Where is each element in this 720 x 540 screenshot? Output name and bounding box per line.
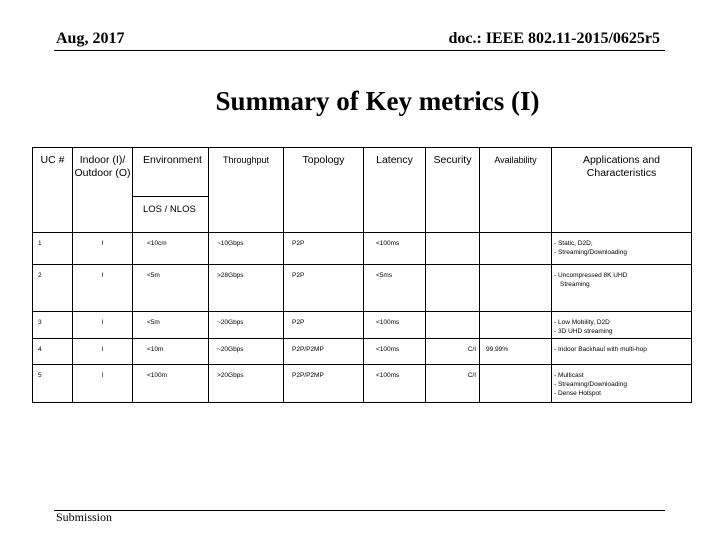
cell-applications — [552, 312, 692, 339]
cell-security: C/I — [426, 339, 480, 365]
header-rule — [54, 50, 665, 51]
cell-environment: <5m — [133, 265, 209, 312]
application-line: - Static, D2D, — [554, 240, 593, 247]
col-header-environment: Environment — [133, 148, 209, 197]
col-header-uc: UC # — [33, 148, 73, 233]
table-row — [33, 365, 692, 403]
cell-topology: P2P — [284, 265, 364, 312]
cell-environment: <10m — [133, 339, 209, 365]
cell-availability — [480, 312, 552, 339]
key-metrics-table — [32, 147, 692, 403]
application-line: - Dense Hotspot — [554, 390, 601, 397]
footer-rule — [54, 510, 665, 511]
cell-throughput: ~10Gbps — [209, 233, 284, 265]
col-subheader-los-nlos: LOS / NLOS — [133, 197, 209, 233]
cell-applications — [552, 339, 692, 365]
cell-latency: <100ms — [364, 233, 426, 265]
col-header-security: Security — [426, 148, 480, 233]
cell-security: C/I — [426, 365, 480, 403]
header-doc-id: doc.: IEEE 802.11-2015/0625r5 — [448, 30, 660, 47]
col-header-throughput: Throughput — [209, 148, 284, 233]
cell-latency: <100ms — [364, 339, 426, 365]
application-line: - Streaming/Downloading — [554, 381, 627, 388]
cell-uc: 5 — [33, 365, 73, 403]
cell-security — [426, 312, 480, 339]
header-row — [33, 148, 692, 197]
footer-submission: Submission — [56, 510, 113, 524]
cell-environment: <5m — [133, 312, 209, 339]
application-line: - Streaming/Downloading — [554, 249, 627, 256]
cell-topology: P2P/P2MP — [284, 365, 364, 403]
cell-security — [426, 233, 480, 265]
header-date: Aug, 2017 — [56, 30, 125, 47]
cell-security — [426, 265, 480, 312]
cell-throughput: ~20Gbps — [209, 339, 284, 365]
cell-uc: 4 — [33, 339, 73, 365]
cell-throughput: >28Gbps — [209, 265, 284, 312]
cell-uc: 2 — [33, 265, 73, 312]
cell-applications — [552, 365, 692, 403]
application-line: - Multicast — [554, 372, 584, 379]
cell-availability: 99.99% — [480, 339, 552, 365]
cell-uc: 3 — [33, 312, 73, 339]
cell-latency: <5ms — [364, 265, 426, 312]
cell-applications — [552, 265, 692, 312]
cell-environment: <100m — [133, 365, 209, 403]
table-row — [33, 233, 692, 265]
col-header-latency: Latency — [364, 148, 426, 233]
slide-title: Summary of Key metrics (I) — [215, 86, 540, 116]
col-header-topology: Topology — [284, 148, 364, 233]
cell-indoor-outdoor: I — [73, 265, 133, 312]
cell-indoor-outdoor: I — [73, 339, 133, 365]
cell-topology: P2P — [284, 312, 364, 339]
application-line: Streaming — [560, 281, 590, 288]
application-line: - 3D UHD streaming — [554, 328, 613, 335]
cell-latency: <100ms — [364, 312, 426, 339]
cell-applications — [552, 233, 692, 265]
cell-environment: <10cm — [133, 233, 209, 265]
cell-throughput: >20Gbps — [209, 365, 284, 403]
cell-throughput: ~20Gbps — [209, 312, 284, 339]
cell-availability — [480, 365, 552, 403]
application-line: - Uncompressed 8K UHD — [554, 272, 628, 279]
cell-latency: <100ms — [364, 365, 426, 403]
application-line: - Low Mobility, D2D — [554, 319, 610, 326]
col-header-indoor-outdoor: Indoor (I)/ Outdoor (O) — [73, 148, 133, 233]
col-header-applications: Applications and Characteristics — [552, 148, 692, 233]
cell-topology: P2P/P2MP — [284, 339, 364, 365]
cell-availability — [480, 265, 552, 312]
cell-uc: 1 — [33, 233, 73, 265]
cell-topology: P2P — [284, 233, 364, 265]
application-line: - Indoor Backhaul with multi-hop — [554, 346, 647, 353]
cell-indoor-outdoor: I — [73, 312, 133, 339]
table-row — [33, 339, 692, 365]
table-row — [33, 312, 692, 339]
cell-indoor-outdoor: I — [73, 365, 133, 403]
cell-availability — [480, 233, 552, 265]
table-row — [33, 265, 692, 312]
col-header-availability: Availability — [480, 148, 552, 233]
cell-indoor-outdoor: I — [73, 233, 133, 265]
